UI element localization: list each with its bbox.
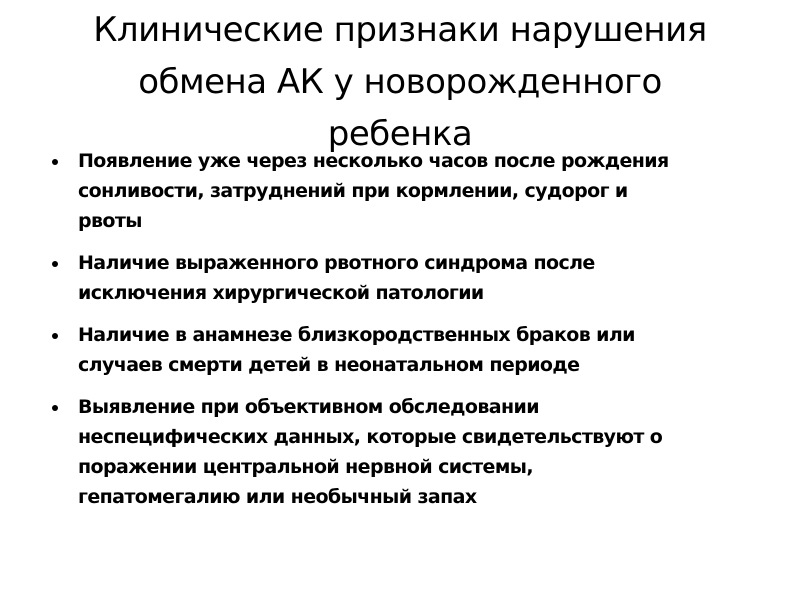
bullet-item xyxy=(48,320,758,380)
bullet-text-line: случаев смерти детей в неонатальном периоде xyxy=(78,354,580,376)
bullet-dot-icon xyxy=(52,261,58,267)
bullet-text-line: Наличие выраженного рвотного синдрома после xyxy=(78,252,595,274)
bullet-text-line: исключения хирургической патологии xyxy=(78,282,484,304)
slide-title-line: ребенка xyxy=(327,114,473,154)
bullet-text-line: поражении центральной нервной системы, xyxy=(78,456,533,478)
bullet-text-line: рвоты xyxy=(78,210,142,232)
bullet-text-line: неспецифических данных, которые свидетельствуют о xyxy=(78,426,663,448)
bullet-dot-icon xyxy=(52,159,58,165)
bullet-list xyxy=(48,146,758,524)
slide-title-line: обмена АК у новорожденного xyxy=(138,62,662,102)
bullet-item xyxy=(48,248,758,308)
bullet-text-line: сонливости, затруднений при кормлении, судорог и xyxy=(78,180,628,202)
bullet-text-line: гепатомегалию или необычный запах xyxy=(78,486,477,508)
bullet-dot-icon xyxy=(52,333,58,339)
slide-title-line: Клинические признаки нарушения xyxy=(93,10,707,50)
bullet-text-line: Появление уже через несколько часов после рождения xyxy=(78,150,669,172)
bullet-item xyxy=(48,146,758,236)
slide-title xyxy=(40,4,760,160)
bullet-item xyxy=(48,392,758,512)
bullet-dot-icon xyxy=(52,405,58,411)
bullet-text-line: Наличие в анамнезе близкородственных браков или xyxy=(78,324,635,346)
bullet-text-line: Выявление при объективном обследовании xyxy=(78,396,539,418)
